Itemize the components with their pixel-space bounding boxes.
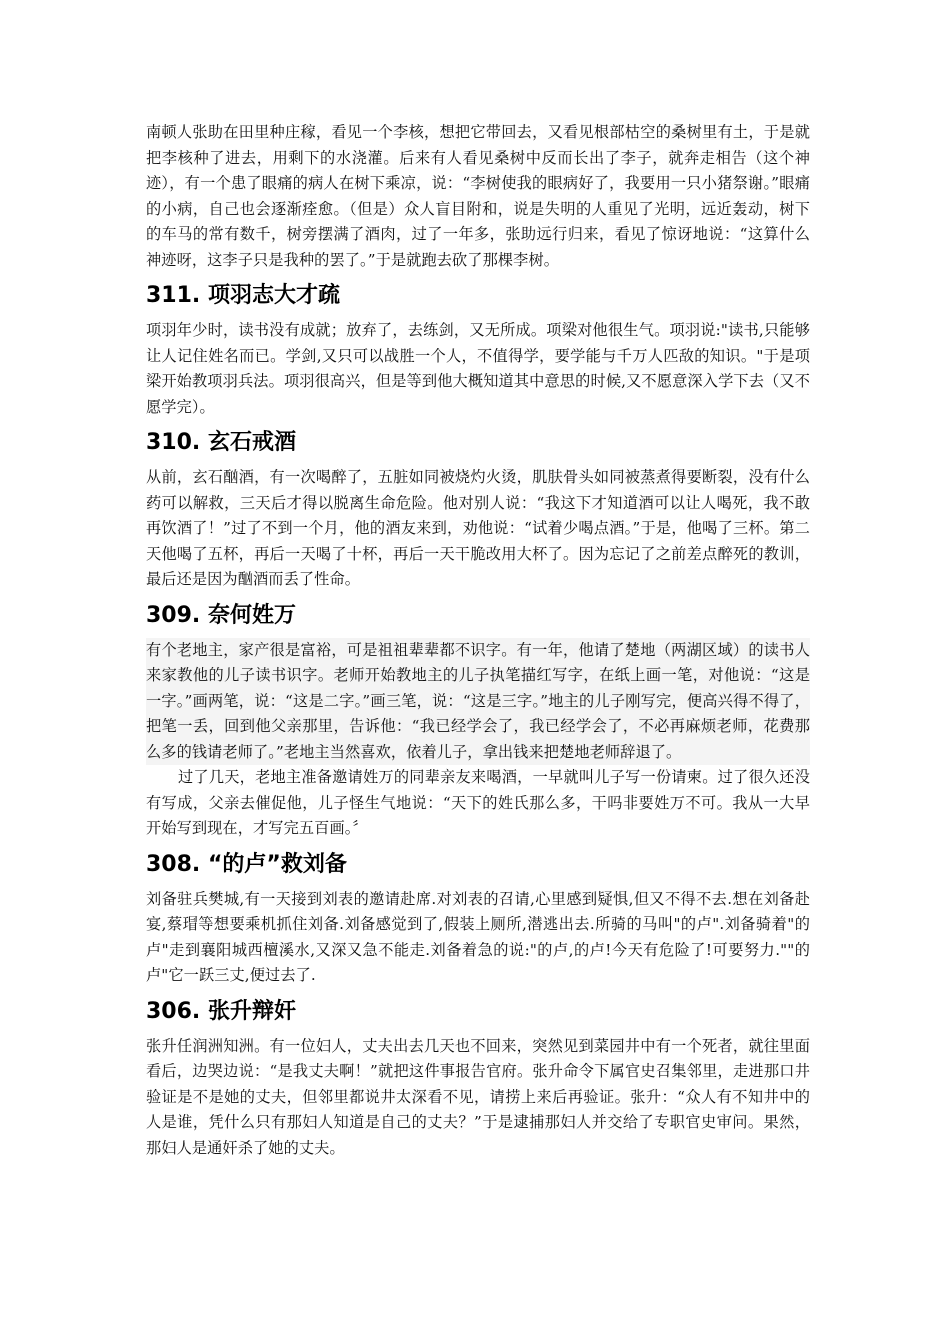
section-heading-309: 309. 奈何姓万 (146, 602, 296, 628)
section-308-paragraph: 刘备驻兵樊城,有一天接到刘表的邀请赴席.对刘表的召请,心里感到疑惧,但又不得不去.想在刘备赴宴,蔡瑁等想要乘机抓住刘备.刘备感觉到了,假装上厕所,潜逃出去.所骑的马叫"的卢".刘备骑着"的卢"走到襄阳城西檀溪水,又深又急不能走.刘备着急的说:"的卢,的卢!今天有危险了!可要努力.""的卢"它一跃三丈,便过去了. (146, 889, 810, 984)
section-311-paragraph: 项羽年少时，读书没有成就；放弃了，去练剑，又无所成。项梁对他很生气。项羽说:"读书,只能够让人记住姓名而已。学剑,又只可以战胜一个人，不值得学，要学能与千万人匹敌的知识。"于是项梁开始教项羽兵法。项羽很高兴，但是等到他大概知道其中意思的时候,又不愿意深入学下去（又不愿学完）。 (146, 321, 810, 416)
section-heading-308: 308. “的卢”救刘备 (146, 851, 347, 877)
section-309-paragraph-1: 有个老地主，家产很是富裕，可是祖祖辈辈都不识字。有一年，他请了楚地（两湖区域）的读书人来家教他的儿子读书识字。老师开始教地主的儿子执笔描红写字，在纸上画一笔，对他说：“这是一字。”画两笔，说：“这是二字。”画三笔，说：“这是三字。”地主的儿子刚写完，便高兴得不得了，把笔一丢，回到他父亲那里，告诉他：“我已经学会了，我已经学会了，不必再麻烦老师，花费那么多的钱请老师了。”老地主当然喜欢，依着儿子，拿出钱来把楚地老师辞退了。 (146, 638, 810, 766)
document-content (146, 120, 810, 1161)
section-heading-306: 306. 张升辩奸 (146, 998, 296, 1024)
section-309-paragraph-2: 过了几天，老地主准备邀请姓万的同辈亲友来喝酒，一早就叫儿子写一份请柬。过了很久还没有写成，父亲去催促他，儿子怪生气地说：“天下的姓氏那么多，干吗非要姓万不可。我从一大早开始写到现在，才写完五百画。〞 (146, 768, 810, 837)
intro-paragraph: 南顿人张助在田里种庄稼，看见一个李核，想把它带回去，又看见根部枯空的桑树里有土，于是就把李核种了进去，用剩下的水浇灌。后来有人看见桑树中反而长出了李子，就奔走相告（这个神迹），有一个患了眼痛的病人在树下乘凉，说：“李树使我的眼病好了，我要用一只小猪祭谢。”眼痛的小病，自己也会逐渐痊愈。（但是）众人盲目附和，说是失明的人重见了光明，远近轰动，树下的车马的常有数千，树旁摆满了酒肉，过了一年多，张助远行归来，看见了惊讶地说：“这算什么神迹呀，这李子只是我种的罢了。”于是就跑去砍了那棵李树。 (146, 123, 810, 269)
section-heading-311: 311. 项羽志大才疏 (146, 283, 340, 308)
section-310-paragraph: 从前，玄石酗酒，有一次喝醉了，五脏如同被烧灼火烫，肌肤骨头如同被蒸煮得要断裂，没有什么药可以解救，三天后才得以脱离生命危险。他对别人说：“我这下才知道酒可以让人喝死，我不敢再饮酒了！”过了不到一个月，他的酒友来到，劝他说：“试着少喝点酒。”于是，他喝了三杯。第二天他喝了五杯，再后一天喝了十杯，再后一天干脆改用大杯了。因为忘记了之前差点醉死的教训，最后还是因为酗酒而丢了性命。 (146, 468, 810, 588)
section-306-paragraph: 张升任润洲知洲。有一位妇人，丈夫出去几天也不回来，突然见到菜园井中有一个死者，就往里面看后，边哭边说：“是我丈夫啊！”就把这件事报告官府。张升命令下属官史召集邻里，走进那口井验证是不是她的丈夫，但邻里都说井太深看不见，请捞上来后再验证。张升：“众人有不知井中的人是谁，凭什么只有那妇人知道是自己的丈夫？”于是逮捕那妇人并交给了专职官史审问。果然，那妇人是通奸杀了她的丈夫。 (146, 1036, 810, 1157)
section-heading-310: 310. 玄石戒酒 (146, 430, 296, 455)
